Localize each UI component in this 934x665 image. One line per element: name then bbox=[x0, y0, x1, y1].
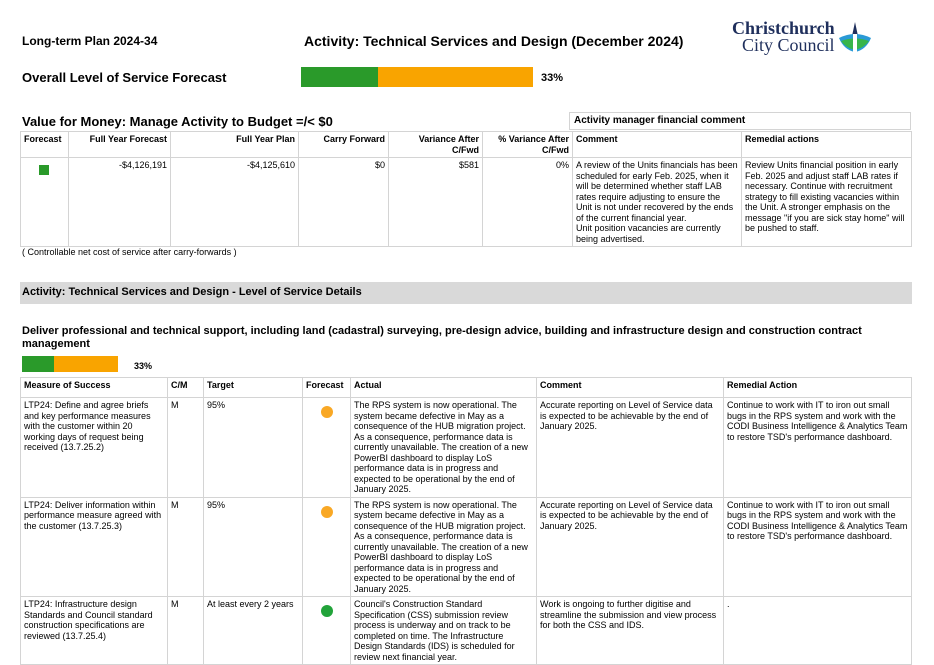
section-progress-green bbox=[22, 356, 54, 372]
measure: LTP24: Infrastructure design Standards and Council standard construction specifications are reviewed (13.7.25.4) bbox=[21, 597, 168, 665]
th-full-year-forecast: Full Year Forecast bbox=[69, 132, 171, 158]
los-table bbox=[20, 377, 912, 665]
th-measure: Measure of Success bbox=[21, 378, 168, 398]
th-variance: Variance After C/Fwd bbox=[389, 132, 483, 158]
deliver-title: Deliver professional and technical support, including land (cadastral) surveying, pre-design advice, building and infrastructure design and construction contract management bbox=[22, 325, 862, 350]
variance-value: $581 bbox=[389, 158, 483, 247]
full-year-forecast-value: -$4,126,191 bbox=[69, 158, 171, 247]
forecast-dot bbox=[321, 605, 333, 617]
cm: M bbox=[168, 597, 204, 665]
variance-pct-value: 0% bbox=[483, 158, 573, 247]
activity-title: Activity: Technical Services and Design (December 2024) bbox=[304, 33, 684, 49]
actual: The RPS system is now operational. The system became defective in May as a consequence of the HUB migration project. As a consequence, performance data is currently unavailable. The creation of a new PowerBI dashboard to display LoS performance data is in progress and expected to be operational by the end of January 2025. bbox=[351, 398, 537, 498]
cm: M bbox=[168, 497, 204, 597]
section-progress-bar bbox=[22, 356, 118, 372]
forecast-dot bbox=[321, 406, 333, 418]
forecast-cell bbox=[303, 597, 351, 665]
cathedral-icon bbox=[836, 20, 874, 54]
full-year-plan-value: -$4,125,610 bbox=[171, 158, 299, 247]
section-progress-orange bbox=[54, 356, 118, 372]
forecast-cell bbox=[303, 497, 351, 597]
overall-percent: 33% bbox=[541, 72, 564, 84]
overall-progress-orange bbox=[378, 67, 533, 87]
table-row bbox=[21, 497, 912, 597]
forecast-dot bbox=[321, 506, 333, 518]
forecast-square bbox=[39, 165, 49, 175]
table-row bbox=[21, 398, 912, 498]
overall-progress-green bbox=[301, 67, 378, 87]
cost-note: ( Controllable net cost of service after carry-forwards ) bbox=[22, 247, 237, 257]
target: At least every 2 years bbox=[204, 597, 303, 665]
th-forecast-los: Forecast bbox=[303, 378, 351, 398]
target: 95% bbox=[204, 398, 303, 498]
comment: Accurate reporting on Level of Service data is expected to be achievable by the end of January 2025. bbox=[537, 398, 724, 498]
carry-forward-value: $0 bbox=[299, 158, 389, 247]
measure: LTP24: Deliver information within performance measure agreed with the customer (13.7.25.3) bbox=[21, 497, 168, 597]
cm: M bbox=[168, 398, 204, 498]
overall-progress-bar bbox=[301, 67, 533, 87]
forecast-cell bbox=[303, 398, 351, 498]
th-comment-los: Comment bbox=[537, 378, 724, 398]
manager-comment-label: Activity manager financial comment bbox=[569, 112, 911, 130]
forecast-cell bbox=[21, 158, 69, 247]
vfm-table bbox=[20, 131, 912, 247]
th-target: Target bbox=[204, 378, 303, 398]
financial-comment: A review of the Units financials has been scheduled for early Feb. 2025, when it will be determined whether staff LAB rates require adjusting to ensure the Unit is not under recovered by the ends of the current financial year. Unit position vacancies are currently being advertised. bbox=[573, 158, 742, 247]
actual: The RPS system is now operational. The system became defective in May as a consequence of the HUB migration project. As a consequence, performance data is currently unavailable. The creation of a new PowerBI dashboard to display LoS performance data is in progress and expected to be operational by the end of January 2025. bbox=[351, 497, 537, 597]
logo-line1: Christchurch bbox=[732, 18, 835, 38]
section-percent: 33% bbox=[134, 361, 153, 371]
section-title: Activity: Technical Services and Design - Level of Service Details bbox=[22, 286, 362, 298]
th-remedial: Remedial actions bbox=[742, 132, 912, 158]
th-cm: C/M bbox=[168, 378, 204, 398]
comment: Work is ongoing to further digitise and streamline the submission and view process for both the CSS and IDS. bbox=[537, 597, 724, 665]
remedial: Continue to work with IT to iron out small bugs in the RPS system and work with the CODI Business Intelligence & Analytics Team to restore TSD's performance dashboard. bbox=[724, 398, 912, 498]
vfm-title: Value for Money: Manage Activity to Budget =/< $0 bbox=[22, 114, 333, 129]
th-variance-pct: % Variance After C/Fwd bbox=[483, 132, 573, 158]
table-row bbox=[21, 597, 912, 665]
section-header bbox=[20, 282, 912, 304]
remedial: . bbox=[724, 597, 912, 665]
logo-line2: City Council bbox=[742, 35, 835, 55]
measure: LTP24: Define and agree briefs and key performance measures with the customer within 20 working days of request being received (13.7.25.2) bbox=[21, 398, 168, 498]
comment: Accurate reporting on Level of Service data is expected to be achievable by the end of January 2025. bbox=[537, 497, 724, 597]
th-comment: Comment bbox=[573, 132, 742, 158]
target: 95% bbox=[204, 497, 303, 597]
actual: Council's Construction Standard Specification (CSS) submission review process is underway and on track to be completed on time. The Infrastructure Design Standards (IDS) is scheduled for review next financial year. bbox=[351, 597, 537, 665]
financial-remedial: Review Units financial position in early Feb. 2025 and adjust staff LAB rates if necessary. Continue with recruitment strategy to fill existing vacancies within the Unit. A stronger emphasis on the message "if you are sick stay home" will be pushed to staff. bbox=[742, 158, 912, 247]
th-carry-forward: Carry Forward bbox=[299, 132, 389, 158]
council-logo bbox=[732, 20, 874, 58]
th-remedial-los: Remedial Action bbox=[724, 378, 912, 398]
th-forecast: Forecast bbox=[21, 132, 69, 158]
remedial: Continue to work with IT to iron out small bugs in the RPS system and work with the CODI Business Intelligence & Analytics Team to restore TSD's performance dashboard. bbox=[724, 497, 912, 597]
plan-label: Long-term Plan 2024-34 bbox=[22, 34, 158, 48]
th-actual: Actual bbox=[351, 378, 537, 398]
th-full-year-plan: Full Year Plan bbox=[171, 132, 299, 158]
overall-los-label: Overall Level of Service Forecast bbox=[22, 70, 227, 85]
